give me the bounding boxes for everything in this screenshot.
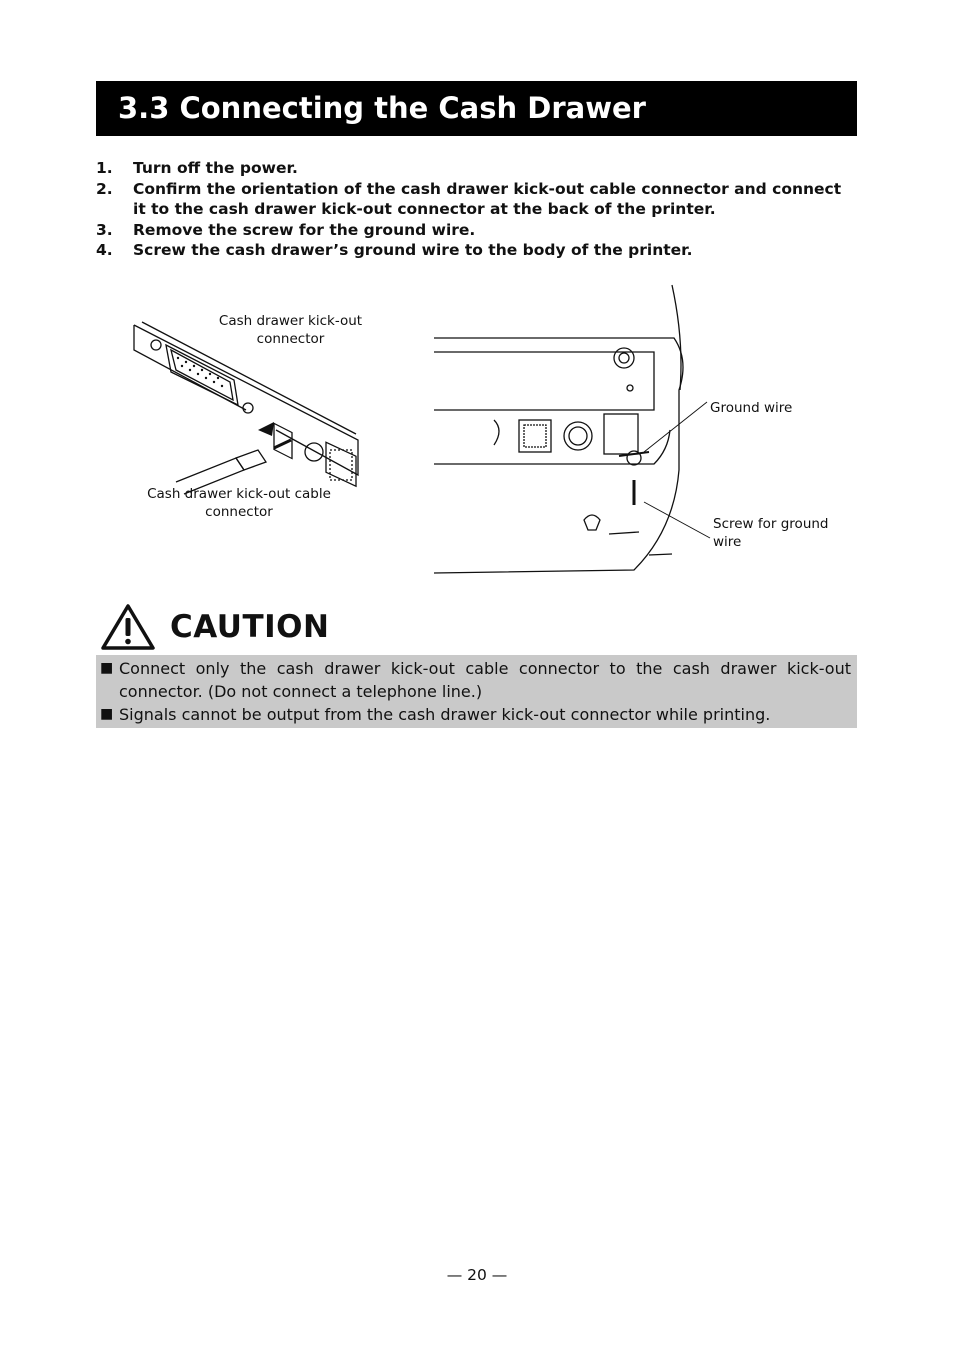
warning-triangle-icon (100, 603, 156, 651)
step-text: Remove the screw for the ground wire. (133, 220, 476, 239)
kickout-connector-label: Cash drawer kick-out connector (218, 313, 363, 347)
ground-screw-label: Screw for ground wire (713, 516, 829, 550)
square-bullet-icon: ■ (100, 706, 114, 722)
printer-body-illustration (434, 280, 714, 580)
caution-title: CAUTION (170, 609, 330, 645)
step-number: 4. (96, 241, 113, 259)
step-item (96, 158, 858, 179)
caution-item (100, 657, 851, 703)
page-number: — 20 — (446, 1266, 508, 1284)
step-item (96, 240, 858, 261)
caution-text: Connect only the cash drawer kick-out cable connector to the cash drawer kick-out connector. (Do not connect a telephone line.) (119, 659, 851, 701)
step-text: Screw the cash drawer’s ground wire to the body of the printer. (133, 241, 693, 259)
step-number: 2. (96, 179, 113, 198)
procedure-steps (96, 158, 858, 261)
caution-item (100, 703, 851, 726)
section-header-bar (96, 81, 857, 136)
ground-wire-label: Ground wire (710, 400, 793, 416)
step-item (96, 220, 858, 241)
square-bullet-icon: ■ (100, 660, 114, 676)
step-item (96, 179, 858, 220)
step-number: 1. (96, 159, 113, 177)
caution-box (96, 655, 857, 728)
kickout-cable-connector-label: Cash drawer kick-out cable connector (147, 486, 331, 520)
step-number: 3. (96, 220, 113, 239)
caution-heading (100, 601, 329, 653)
connection-illustration (96, 280, 866, 580)
step-text: Confirm the orientation of the cash drawer kick-out cable connector and connect it to the cash drawer kick-out connector at the back of the printer. (133, 179, 842, 218)
caution-text: Signals cannot be output from the cash drawer kick-out connector while printing. (119, 705, 771, 724)
section-title: 3.3 Connecting the Cash Drawer (118, 91, 646, 125)
step-text: Turn off the power. (133, 159, 298, 177)
